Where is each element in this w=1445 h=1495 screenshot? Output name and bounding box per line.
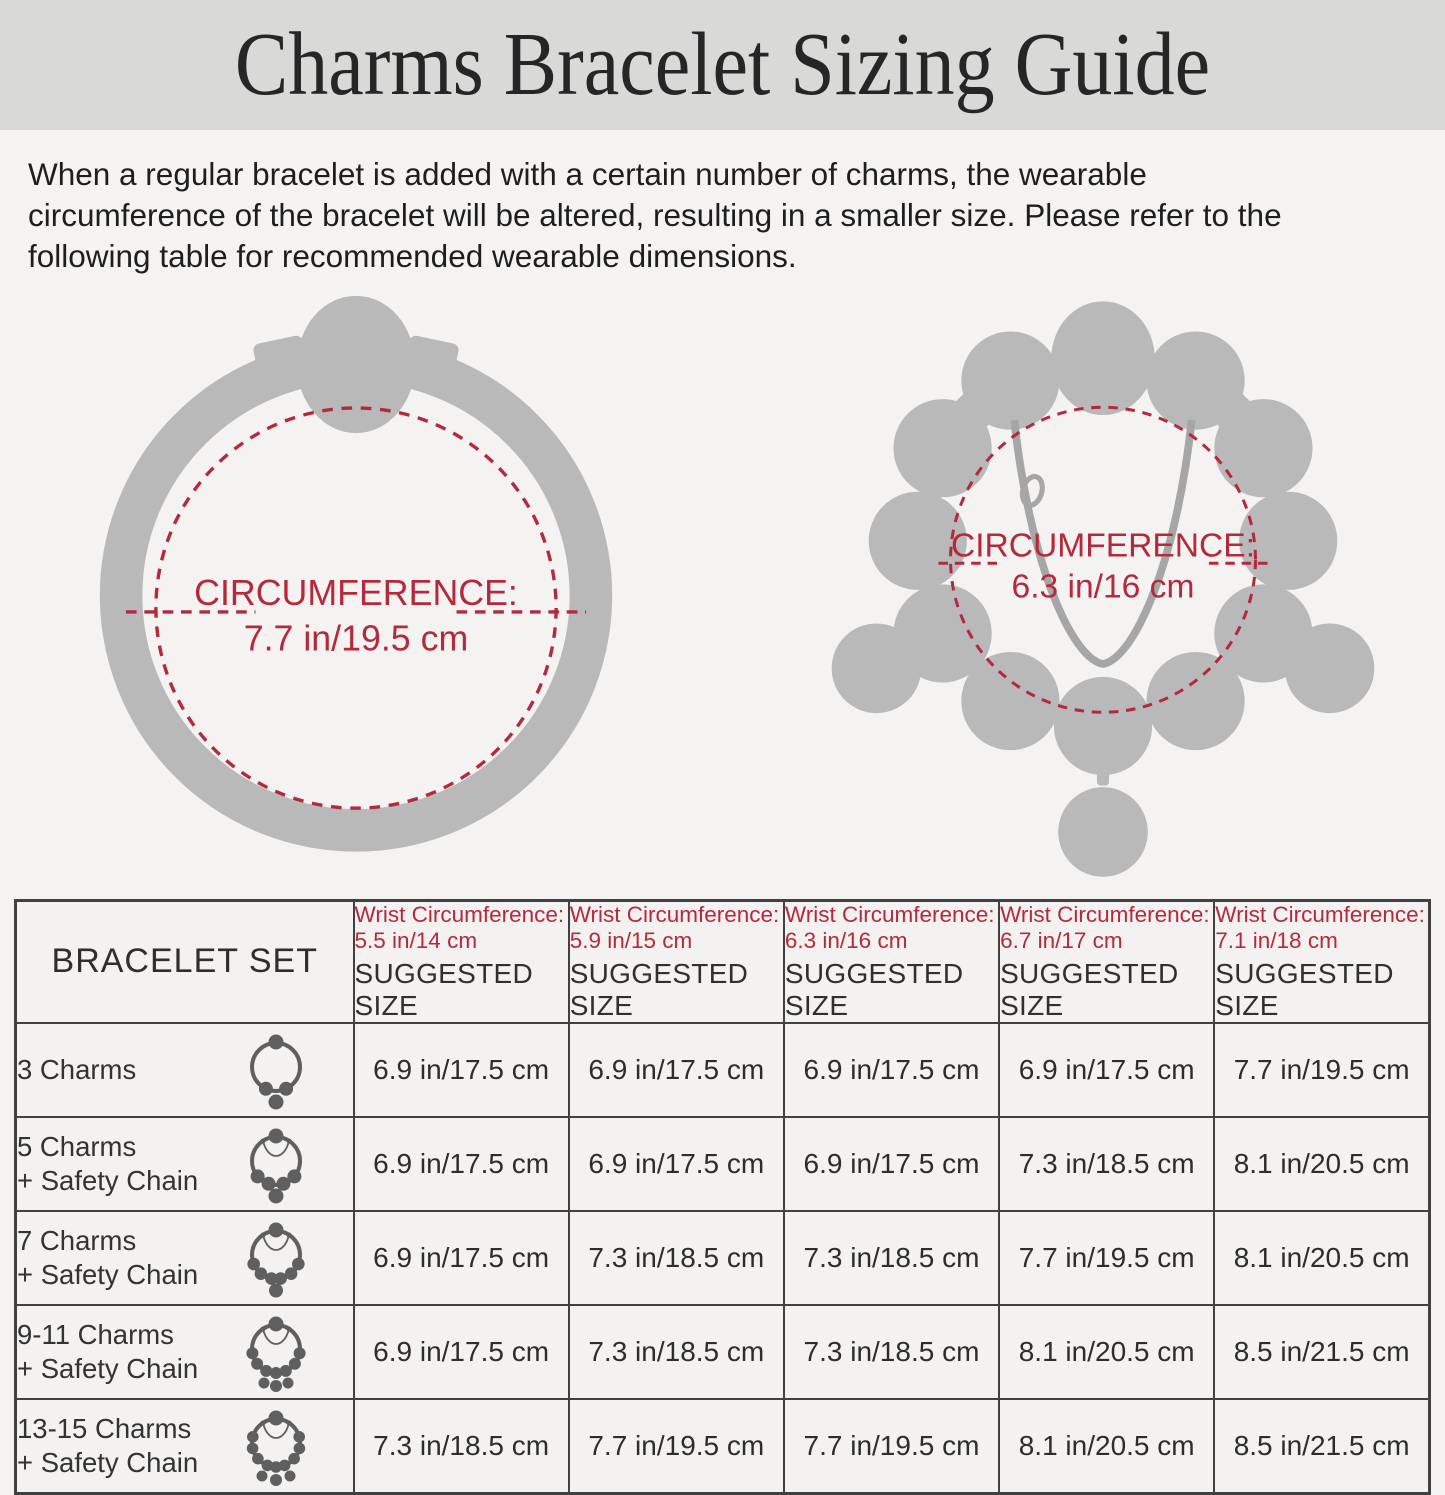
suggested-size-cell: 6.9 in/17.5 cm — [354, 1305, 569, 1399]
wrist-circumference-label: Wrist Circumference: — [1000, 901, 1210, 927]
set-label: 9-11 Charms — [17, 1318, 174, 1350]
bracelet-set-header: BRACELET SET — [16, 900, 354, 1023]
wrist-circumference-value: 6.3 in/16 cm — [784, 927, 908, 953]
suggested-size-cell: 7.3 in/18.5 cm — [569, 1305, 784, 1399]
wrist-circumference-value: 6.7 in/17 cm — [1000, 927, 1123, 953]
suggested-size-cell: 7.3 in/18.5 cm — [569, 1211, 784, 1305]
suggested-size-cell: 8.5 in/21.5 cm — [1214, 1305, 1429, 1399]
suggested-size-cell: 6.9 in/17.5 cm — [569, 1023, 784, 1117]
suggested-size-cell: 8.1 in/20.5 cm — [999, 1305, 1214, 1399]
table-row — [16, 1117, 1430, 1211]
plain-bracelet-silhouette — [121, 296, 591, 831]
set-label-2: + Safety Chain — [17, 1165, 199, 1196]
suggested-size-cell: 7.7 in/19.5 cm — [569, 1399, 784, 1494]
dangle-charm-bottom — [1058, 787, 1148, 877]
wrist-circumference-label: Wrist Circumference: — [354, 901, 565, 927]
intro-paragraph — [28, 154, 1421, 277]
wrist-circumference-value: 5.9 in/15 cm — [569, 927, 693, 953]
figures-row — [0, 277, 1445, 891]
suggested-size-label: SUGGESTED SIZE — [354, 958, 534, 1021]
dangle-charm-left — [832, 623, 922, 713]
bracelet-7-charms-icon — [241, 1218, 311, 1298]
wrist-circumference-label: Wrist Circumference: — [569, 901, 780, 927]
suggested-size-cell: 6.9 in/17.5 cm — [354, 1211, 569, 1305]
clasp-bead — [1051, 301, 1154, 415]
circumference-value: 6.3 in/16 cm — [1011, 568, 1195, 606]
suggested-size-cell: 7.7 in/19.5 cm — [784, 1399, 999, 1494]
suggested-size-cell: 7.3 in/18.5 cm — [784, 1305, 999, 1399]
suggested-size-label: SUGGESTED SIZE — [1000, 958, 1179, 1021]
bracelet-5-charms-icon — [241, 1124, 311, 1204]
bracelet-9-11-charms-icon — [241, 1312, 311, 1392]
suggested-size-cell: 6.9 in/17.5 cm — [354, 1117, 569, 1211]
plain-bracelet-figure — [66, 291, 646, 871]
table-header-row — [16, 900, 1430, 1023]
set-label: 3 Charms — [17, 1053, 137, 1085]
set-label: 5 Charms — [17, 1130, 137, 1162]
wrist-circumference-value: 5.5 in/14 cm — [354, 927, 478, 953]
suggested-size-cell: 6.9 in/17.5 cm — [999, 1023, 1214, 1117]
bracelet-set-cell — [16, 1023, 354, 1117]
table-row — [16, 1399, 1430, 1494]
wrist-circumference-label: Wrist Circumference: — [1215, 901, 1425, 927]
suggested-size-cell: 8.5 in/21.5 cm — [1214, 1399, 1429, 1494]
bracelet-set-cell — [16, 1117, 354, 1211]
intro-line-2: circumference of the bracelet will be altered, resulting in a smaller size. Please refer to the — [28, 196, 1282, 233]
suggested-size-cell: 8.1 in/20.5 cm — [999, 1399, 1214, 1494]
set-label: 13-15 Charms — [17, 1412, 192, 1444]
suggested-size-cell: 8.1 in/20.5 cm — [1214, 1117, 1429, 1211]
suggested-size-label: SUGGESTED SIZE — [784, 958, 964, 1021]
suggested-size-cell: 8.1 in/20.5 cm — [1214, 1211, 1429, 1305]
suggested-size-cell: 7.7 in/19.5 cm — [999, 1211, 1214, 1305]
wrist-circumference-label: Wrist Circumference: — [784, 901, 995, 927]
wrist-column-header-1 — [354, 900, 569, 1023]
bracelet-set-cell — [16, 1305, 354, 1399]
circumference-label: CIRCUMFERENCE: — [194, 572, 518, 613]
bracelet-3-charms-icon — [241, 1030, 311, 1110]
suggested-size-cell: 6.9 in/17.5 cm — [784, 1023, 999, 1117]
bracelet-set-cell — [16, 1399, 354, 1494]
suggested-size-cell: 7.3 in/18.5 cm — [999, 1117, 1214, 1211]
suggested-size-cell: 6.9 in/17.5 cm — [784, 1117, 999, 1211]
suggested-size-cell: 6.9 in/17.5 cm — [569, 1117, 784, 1211]
wrist-column-header-4 — [999, 900, 1214, 1023]
wrist-column-header-3 — [784, 900, 999, 1023]
suggested-size-cell: 7.3 in/18.5 cm — [354, 1399, 569, 1494]
bracelet-set-cell — [16, 1211, 354, 1305]
wrist-column-header-2 — [569, 900, 784, 1023]
circumference-label: CIRCUMFERENCE: — [950, 527, 1256, 565]
bracelet-13-15-charms-icon — [241, 1406, 311, 1486]
clasp-bead — [297, 296, 415, 433]
suggested-size-label: SUGGESTED SIZE — [1215, 958, 1394, 1021]
table-row — [16, 1305, 1430, 1399]
wrist-column-header-5 — [1214, 900, 1429, 1023]
table-row — [16, 1023, 1430, 1117]
page-title: Charms Bracelet Sizing Guide — [234, 15, 1211, 114]
suggested-size-label: SUGGESTED SIZE — [569, 958, 749, 1021]
dangle-charm-right — [1285, 623, 1375, 713]
sizing-table — [14, 899, 1431, 1495]
intro-line-1: When a regular bracelet is added with a certain number of charms, the wearable — [28, 156, 1147, 192]
suggested-size-cell: 6.9 in/17.5 cm — [354, 1023, 569, 1117]
circumference-value: 7.7 in/19.5 cm — [243, 618, 469, 659]
set-label: 7 Charms — [17, 1224, 137, 1256]
charm-bracelet-figure — [823, 291, 1383, 894]
set-label-2: + Safety Chain — [17, 1353, 199, 1384]
intro-line-3: following table for recommended wearable dimensions. — [28, 237, 797, 274]
title-band — [0, 0, 1445, 130]
table-row — [16, 1211, 1430, 1305]
wrist-circumference-value: 7.1 in/18 cm — [1215, 927, 1338, 953]
suggested-size-cell: 7.7 in/19.5 cm — [1214, 1023, 1429, 1117]
suggested-size-cell: 7.3 in/18.5 cm — [784, 1211, 999, 1305]
set-label-2: + Safety Chain — [17, 1447, 199, 1478]
set-label-2: + Safety Chain — [17, 1259, 199, 1290]
